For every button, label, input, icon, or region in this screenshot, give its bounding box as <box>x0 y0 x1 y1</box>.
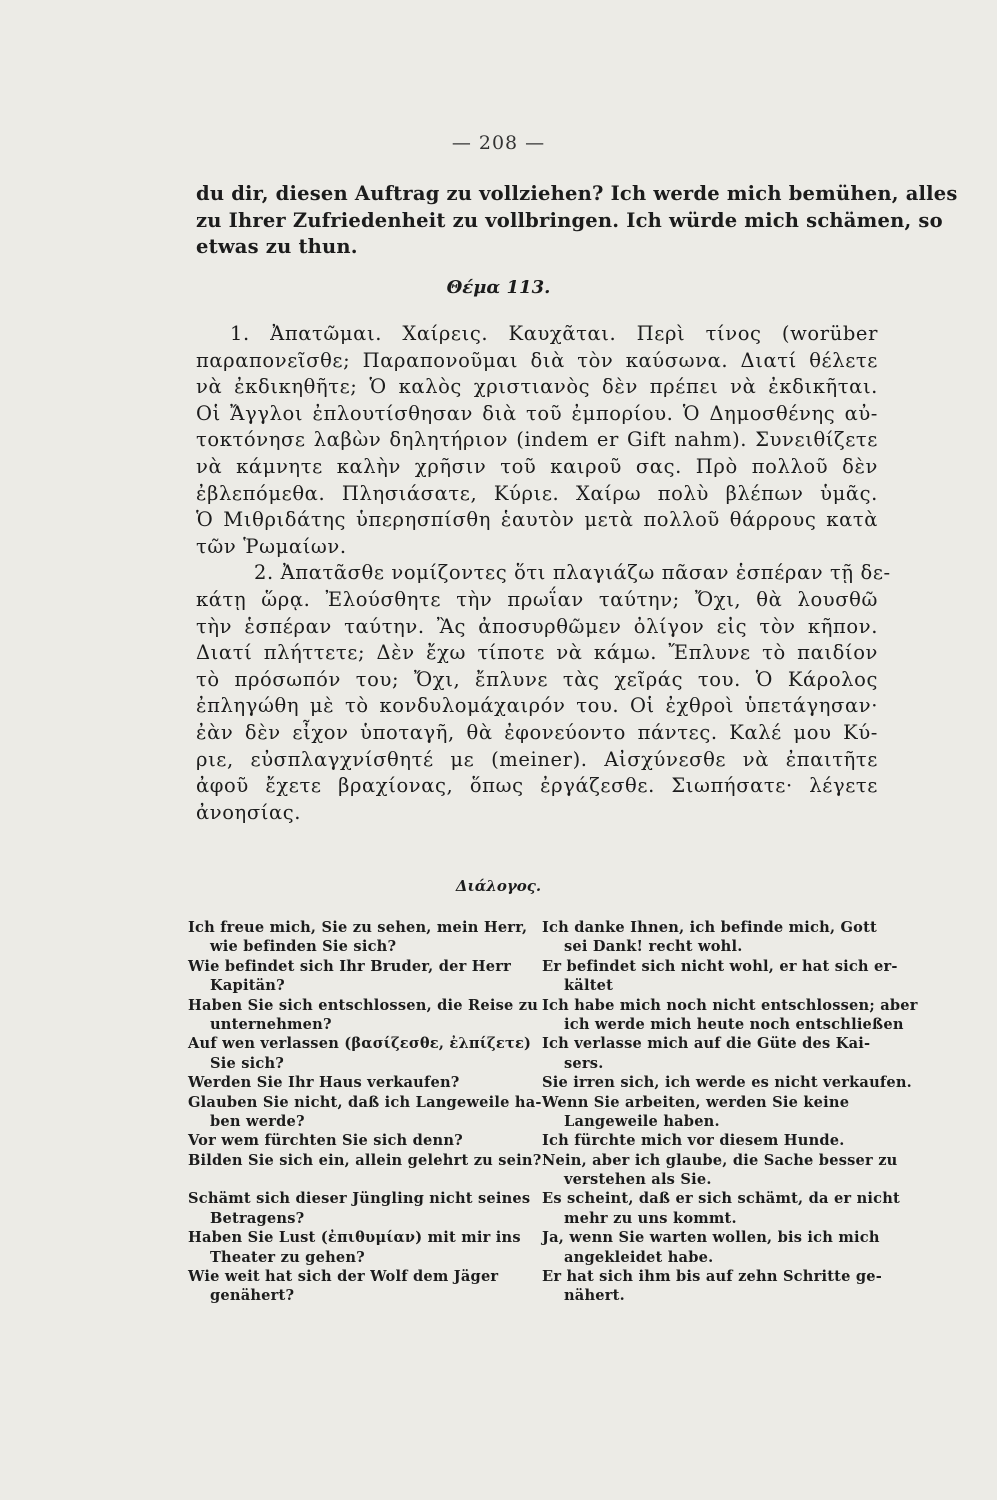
question-line: genähert? <box>210 1287 295 1305</box>
question-line: unternehmen? <box>210 1015 332 1033</box>
answer-line: Wenn Sie arbeiten, werden Sie keine <box>542 1093 850 1111</box>
question-line: Haben Sie sich entschlossen, die Reise zu <box>188 996 539 1014</box>
question-line: Theater zu gehen? <box>210 1248 365 1266</box>
answer-line: Ich habe mich noch nicht entschlossen; aber <box>542 996 918 1014</box>
question-line: Betragens? <box>210 1209 305 1227</box>
answer-line: Er befindet sich nicht wohl, er hat sich er- <box>542 957 898 975</box>
exercise-line: ἐὰν δὲν εἶχον ὑποταγῆ, θὰ ἐφονεύοντο πάντες. Καλέ μου Κύ- <box>196 720 878 744</box>
exercise-line: 2. Ἀπατᾶσθε νομίζοντες ὅτι πλαγιάζω πᾶσαν ἑσπέραν τῇ δε- <box>254 561 891 585</box>
exercise-line: ἀνοησίας. <box>196 800 302 824</box>
answer-line: Ich verlasse mich auf die Güte des Kai- <box>542 1035 871 1053</box>
answer-line: sers. <box>564 1054 604 1072</box>
answer-line: Ich danke Ihnen, ich befinde mich, Gott <box>542 919 877 936</box>
question-line: Bilden Sie sich ein, allein gelehrt zu sein? <box>188 1151 542 1169</box>
dialog-heading: Διάλογος. <box>455 877 542 895</box>
exercise-line: τὴν ἑσπέραν ταύτην. Ἂς ἀποσυρθῶμεν ὀλίγον εἰς τὸν κῆπον. <box>196 614 878 638</box>
answer-line: Sie irren sich, ich werde es nicht verkaufen. <box>542 1074 912 1092</box>
intro-paragraph <box>196 181 958 261</box>
question-line: ben werde? <box>210 1112 305 1130</box>
question-line: wie befinden Sie sich? <box>210 938 397 956</box>
dialog-row <box>188 1034 888 1073</box>
question-line: Haben Sie Lust (ἐπιθυμίαν) mit mir ins <box>188 1229 521 1247</box>
answer-line: Ja, wenn Sie warten wollen, bis ich mich <box>542 1229 880 1247</box>
dialog-row <box>188 1151 898 1190</box>
question-line: Werden Sie Ihr Haus verkaufen? <box>188 1074 460 1092</box>
question-line: Wie befindet sich Ihr Bruder, der Herr <box>188 957 512 975</box>
question-line: Wie weit hat sich der Wolf dem Jäger <box>188 1268 499 1286</box>
dialog-row <box>188 1073 912 1092</box>
exercise-line: Οἱ Ἄγγλοι ἐπλουτίσθησαν διὰ τοῦ ἐμπορίου. Ὁ Δημοσθένης αὐ- <box>196 401 878 425</box>
answer-line: Er hat sich ihm bis auf zehn Schritte ge- <box>542 1268 883 1286</box>
answer-line: kältet <box>564 977 614 995</box>
dialog-row <box>188 957 898 996</box>
dialog-row <box>188 1131 888 1150</box>
intro-line: etwas zu thun. <box>196 235 358 259</box>
exercise-line: νὰ ἐκδικηθῆτε; Ὁ καλὸς χριστιανὸς δὲν πρέπει νὰ ἐκδικῆται. <box>196 375 878 399</box>
question-line: Kapitän? <box>210 977 285 995</box>
question-line: Ich freue mich, Sie zu sehen, mein Herr, <box>188 919 528 936</box>
exercise-line: 1. Ἀπατῶμαι. Χαίρεις. Καυχᾶται. Περὶ τίνος (worüber <box>230 322 878 345</box>
dialog-row <box>188 1093 888 1132</box>
question-line: Sie sich? <box>210 1054 285 1072</box>
answer-line: Ich fürchte mich vor diesem Hunde. <box>542 1132 845 1150</box>
exercise-line: νὰ κάμνητε καλὴν χρῆσιν τοῦ καιροῦ σας. Πρὸ πολλοῦ δὲν <box>196 454 878 478</box>
dialog-row <box>188 918 888 957</box>
exercise-line: ἀφοῦ ἔχετε βραχίονας, ὅπως ἐργάζεσθε. Σιωπήσατε· λέγετε <box>196 774 878 798</box>
question-line: Schämt sich dieser Jüngling nicht seines <box>188 1190 531 1208</box>
exercise-line: κάτῃ ὥρᾳ. Ἐλούσθητε τὴν πρωΐαν ταύτην; Ὄχι, θὰ λουσθῶ <box>196 587 878 611</box>
exercise-line: τῶν Ῥωμαίων. <box>196 534 347 558</box>
dialog-table <box>188 918 918 1306</box>
exercise-line: τὸ πρόσωπόν του; Ὄχι, ἔπλυνε τὰς χεῖράς του. Ὁ Κάρολος <box>196 667 878 691</box>
question-line: Auf wen verlassen (βασίζεσθε, ἐλπίζετε) <box>188 1035 532 1053</box>
answer-line: ich werde mich heute noch entschließen <box>564 1015 904 1033</box>
dialog-row <box>188 1267 888 1306</box>
exercise-line: Διατί πλήττετε; Δὲν ἔχω τίποτε νὰ κάμω. Ἔπλυνε τὸ παιδίον <box>196 641 878 665</box>
answer-line: Nein, aber ich glaube, die Sache besser zu <box>542 1151 898 1169</box>
question-line: Glauben Sie nicht, daß ich Langeweile ha- <box>188 1093 542 1111</box>
question-line: Vor wem fürchten Sie sich denn? <box>188 1132 463 1150</box>
answer-line: sei Dank! recht wohl. <box>564 938 743 956</box>
answer-line: Langeweile haben. <box>564 1112 720 1130</box>
answer-line: mehr zu uns kommt. <box>564 1209 737 1227</box>
dialog-row <box>188 1189 900 1228</box>
answer-line: nähert. <box>564 1287 625 1305</box>
exercise-line: ἐβλεπόμεθα. Πλησιάσατε, Κύριε. Χαίρω πολὺ βλέπων ὑμᾶς. <box>196 481 878 505</box>
dialog-row <box>188 996 918 1035</box>
dialog-row <box>188 1228 888 1267</box>
intro-line: zu Ihrer Zufriedenheit zu vollbringen. Ich würde mich schämen, so <box>196 208 943 232</box>
answer-line: verstehen als Sie. <box>564 1171 712 1189</box>
exercise-line: ριε, εὐσπλαγχνίσθητέ με (meiner). Αἰσχύνεσθε νὰ ἐπαιτῆτε <box>196 747 878 771</box>
answer-line: angekleidet habe. <box>564 1248 714 1266</box>
exercise-line: Ὁ Μιθριδάτης ὑπερησπίσθη ἑαυτὸν μετὰ πολλοῦ θάρρους κατὰ <box>196 508 878 532</box>
page-number: — 208 — <box>451 132 546 154</box>
intro-line: du dir, diesen Auftrag zu vollziehen? Ich werde mich bemühen, alles <box>196 182 958 205</box>
theme-heading: Θέμα 113. <box>446 277 551 298</box>
exercise-line: τοκτόνησε λαβὼν δηλητήριον (indem er Gift nahm). Συνειθίζετε <box>196 428 878 452</box>
exercise-text <box>196 321 891 826</box>
exercise-line: ἐπληγώθη μὲ τὸ κονδυλομάχαιρόν του. Οἱ ἐχθροὶ ὑπετάγησαν· <box>196 694 878 718</box>
exercise-line: παραπονεῖσθε; Παραπονοῦμαι διὰ τὸν καύσωνα. Διατί θέλετε <box>196 348 878 372</box>
answer-line: Es scheint, daß er sich schämt, da er nicht <box>542 1190 900 1208</box>
